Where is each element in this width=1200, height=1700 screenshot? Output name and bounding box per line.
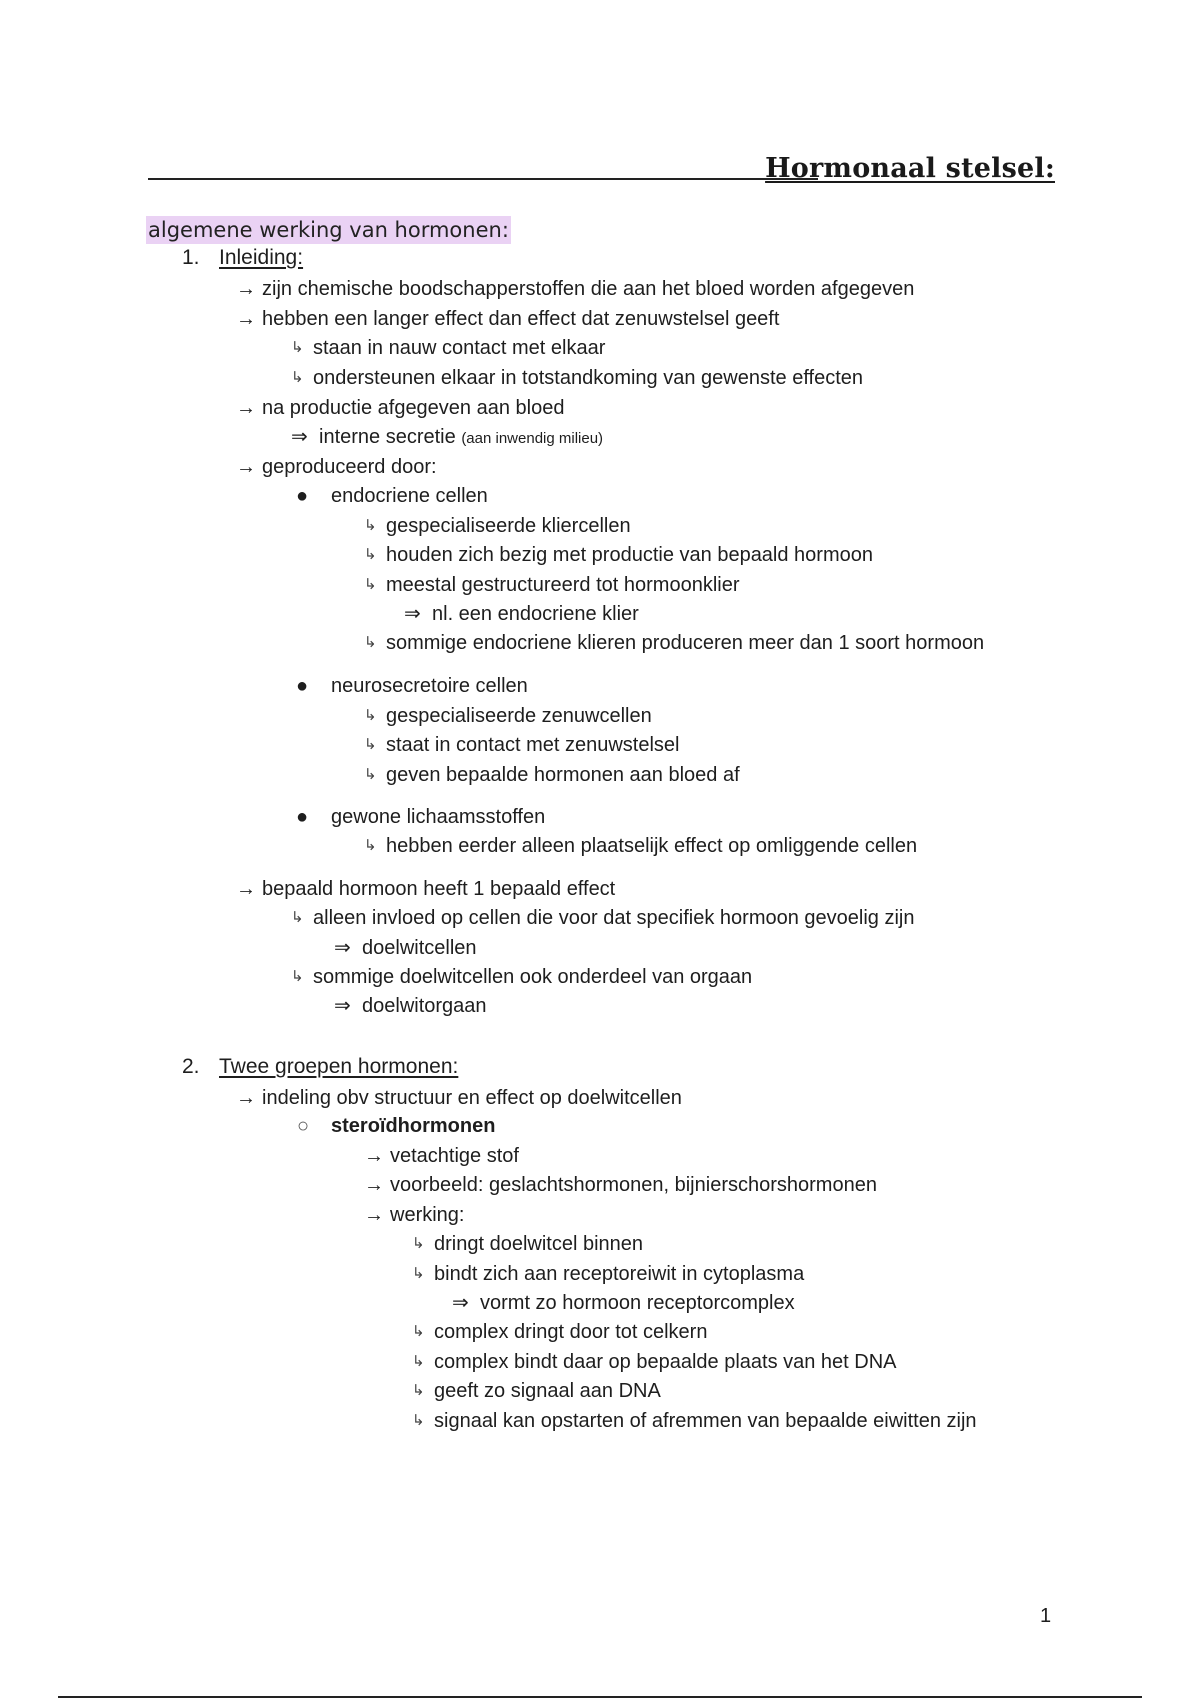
double-arrow-icon: ⇒ — [452, 1292, 469, 1314]
hook-arrow-icon: ↳ — [291, 968, 304, 985]
list-item: steroïdhormonen — [331, 1115, 496, 1137]
hook-arrow-icon: ↳ — [412, 1265, 425, 1282]
list-item: ↳ meestal gestructureerd tot hormoonklier — [364, 574, 740, 596]
page-title: Hormonaal stelsel: — [765, 153, 1055, 184]
list-item: ↳ staat in contact met zenuwstelsel — [364, 734, 680, 756]
list-item: ↳ gespecialiseerde kliercellen — [364, 515, 631, 537]
list-item: ↳ staan in nauw contact met elkaar — [291, 337, 606, 359]
hook-arrow-icon: ↳ — [412, 1235, 425, 1252]
section-1-title: Inleiding: — [219, 246, 304, 269]
page-number: 1 — [1040, 1605, 1052, 1627]
hook-arrow-icon: ↳ — [364, 517, 377, 534]
list-item: ↳ hebben eerder alleen plaatselijk effect op omliggende cellen — [364, 835, 918, 857]
title-row — [148, 148, 1055, 184]
bullet-icon: ● — [296, 485, 309, 507]
arrow-icon: → — [364, 1145, 384, 1167]
list-item: ⇒ interne secretie (aan inwendig milieu) — [291, 426, 604, 448]
list-item: ↳ bindt zich aan receptoreiwit in cytoplasma — [412, 1263, 805, 1285]
hook-arrow-icon: ↳ — [364, 707, 377, 724]
list-item: → zijn chemische boodschapperstoffen die aan het bloed worden afgegeven — [236, 278, 915, 300]
list-item: → na productie afgegeven aan bloed — [236, 397, 565, 419]
list-item: ⇒ doelwitcellen — [334, 937, 477, 959]
note-text: (aan inwendig milieu) — [461, 430, 604, 447]
arrow-icon: → — [236, 397, 256, 419]
hook-arrow-icon: ↳ — [412, 1412, 425, 1429]
list-item: ↳ houden zich bezig met productie van bepaald hormoon — [364, 544, 873, 566]
list-item: ↳ geeft zo signaal aan DNA — [412, 1380, 661, 1402]
bullet-icon: ● — [296, 675, 309, 697]
list-item: → bepaald hormoon heeft 1 bepaald effect — [236, 878, 616, 900]
title-rule — [148, 178, 818, 180]
list-item: gewone lichaamsstoffen — [331, 806, 546, 828]
list-item: ↳ ondersteunen elkaar in totstandkoming van gewenste effecten — [291, 367, 863, 389]
list-item: ⇒ doelwitorgaan — [334, 995, 487, 1017]
bullet-icon: ● — [296, 806, 309, 828]
list-item: → vetachtige stof — [364, 1145, 519, 1167]
list-item: ⇒ vormt zo hormoon receptorcomplex — [452, 1292, 795, 1314]
list-item: ↳ signaal kan opstarten of afremmen van bepaalde eiwitten zijn — [412, 1410, 977, 1432]
list-item: → hebben een langer effect dan effect dat zenuwstelsel geeft — [236, 308, 780, 330]
double-arrow-icon: ⇒ — [334, 995, 351, 1017]
list-item: ↳ sommige endocriene klieren produceren meer dan 1 soort hormoon — [364, 632, 985, 654]
hook-arrow-icon: ↳ — [291, 339, 304, 356]
double-arrow-icon: ⇒ — [334, 937, 351, 959]
list-item: ↳ geven bepaalde hormonen aan bloed af — [364, 764, 740, 786]
list-item: → indeling obv structuur en effect op doelwitcellen — [236, 1087, 682, 1109]
hook-arrow-icon: ↳ — [412, 1382, 425, 1399]
list-item: ↳ gespecialiseerde zenuwcellen — [364, 705, 652, 727]
hook-arrow-icon: ↳ — [291, 369, 304, 386]
list-item: ↳ complex dringt door tot celkern — [412, 1321, 708, 1343]
section-1-number: 1. — [182, 246, 200, 269]
hook-arrow-icon: ↳ — [364, 546, 377, 563]
hook-arrow-icon: ↳ — [364, 837, 377, 854]
double-arrow-icon: ⇒ — [404, 603, 421, 625]
section-heading: algemene werking van hormonen: — [148, 218, 509, 242]
list-item: → werking: — [364, 1204, 465, 1226]
arrow-icon: → — [236, 1087, 256, 1109]
arrow-icon: → — [236, 878, 256, 900]
hook-arrow-icon: ↳ — [412, 1323, 425, 1340]
hook-arrow-icon: ↳ — [412, 1353, 425, 1370]
list-item: ⇒ nl. een endocriene klier — [404, 603, 639, 625]
arrow-icon: → — [364, 1204, 384, 1226]
circle-bullet-icon: ○ — [297, 1115, 310, 1137]
list-item: ↳ dringt doelwitcel binnen — [412, 1233, 644, 1255]
hook-arrow-icon: ↳ — [364, 736, 377, 753]
list-item: → voorbeeld: geslachtshormonen, bijnierschorshormonen — [364, 1174, 877, 1196]
list-item: ↳ sommige doelwitcellen ook onderdeel van orgaan — [291, 966, 753, 988]
double-arrow-icon: ⇒ — [291, 426, 308, 448]
list-item: ↳ complex bindt daar op bepaalde plaats van het DNA — [412, 1351, 897, 1373]
hook-arrow-icon: ↳ — [364, 634, 377, 651]
arrow-icon: → — [236, 278, 256, 300]
arrow-icon: → — [236, 456, 256, 478]
list-item: → geproduceerd door: — [236, 456, 437, 478]
hook-arrow-icon: ↳ — [364, 766, 377, 783]
list-item: ↳ alleen invloed op cellen die voor dat specifiek hormoon gevoelig zijn — [291, 907, 915, 929]
list-item: neurosecretoire cellen — [331, 675, 528, 697]
arrow-icon: → — [364, 1174, 384, 1196]
hook-arrow-icon: ↳ — [291, 909, 304, 926]
list-item: endocriene cellen — [331, 485, 488, 507]
section-2-title: Twee groepen hormonen: — [219, 1055, 459, 1078]
hook-arrow-icon: ↳ — [364, 576, 377, 593]
section-2-number: 2. — [182, 1055, 200, 1078]
arrow-icon: → — [236, 308, 256, 330]
page-divider — [58, 1696, 1142, 1698]
